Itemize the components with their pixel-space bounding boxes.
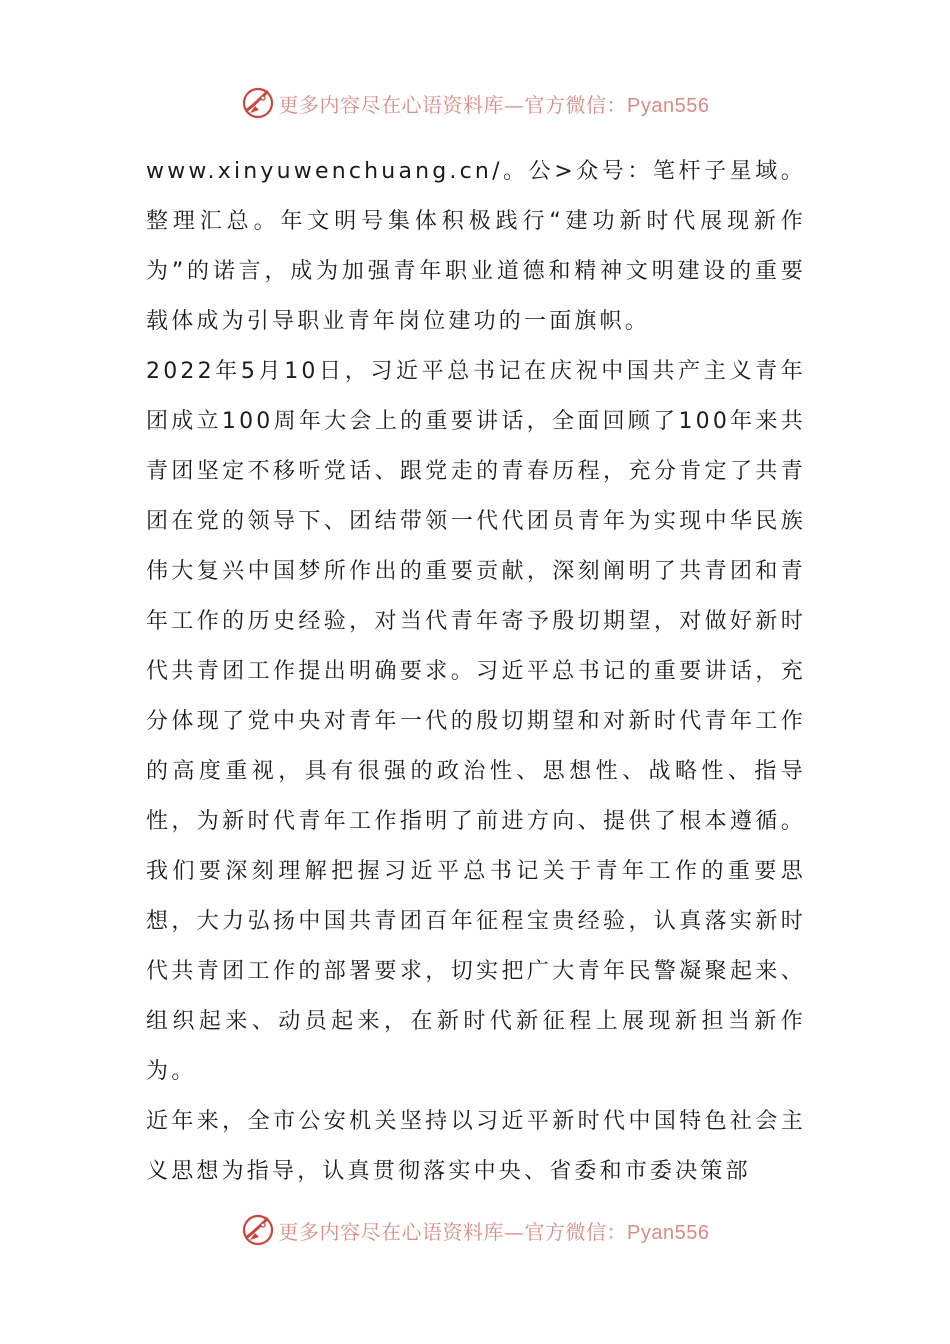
pen-logo-icon [241,86,275,120]
header-banner [0,83,950,123]
footer-banner-label: 更多内容尽在心语资料库—官方微信： [278,1219,628,1244]
footer-banner-text [279,1216,710,1245]
footer-banner [0,1210,950,1250]
paragraph-3: 近年来，全市公安机关坚持以习近平新时代中国特色社会主义思想为指导，认真贯彻落实中央、省委和市委决策部 [146,1109,806,1184]
header-wechat-id: Pyan556 [627,94,710,117]
paragraph-2: 2022年5月10日，习近平总书记在庆祝中国共产主义青年团成立100周年大会上的重要讲话，全面回顾了100年来共青团坚定不移听党话、跟党走的青春历程，充分肯定了共青团在党的领导下、团结带领一代代团员青年为实现中华民族伟大复兴中国梦所作出的重要贡献，深刻阐明了共青团和青年工作的历史经验，对当代青年寄予殷切期望，对做好新时代共青团工作提出明确要求。习近平总书记的重要讲话，充分体现了党中央对青年一代的殷切期望和对新时代青年工作的高度重视，具有很强的政治性、思想性、战略性、指导性，为新时代青年工作指明了前进方向、提供了根本遵循。我们要深刻理解把握习近平总书记关于青年工作的重要思想，大力弘扬中国共青团百年征程宝贵经验，认真落实新时代共青团工作的部署要求，切实把广大青年民警凝聚起来、组织起来、动员起来，在新时代新征程上展现新担当新作为。 [146,359,806,1084]
header-banner-text [279,89,710,118]
header-banner-label: 更多内容尽在心语资料库—官方微信： [278,92,628,117]
footer-wechat-id: Pyan556 [627,1221,710,1244]
document-body [146,147,806,1197]
pen-logo-icon [241,1213,275,1247]
paragraph-1: www.xinyuwenchuang.cn/。公>众号：笔杆子星域。整理汇总。年文明号集体积极践行“建功新时代展现新作为”的诺言，成为加强青年职业道德和精神文明建设的重要载体成为引导职业青年岗位建功的一面旗帜。 [146,159,806,334]
